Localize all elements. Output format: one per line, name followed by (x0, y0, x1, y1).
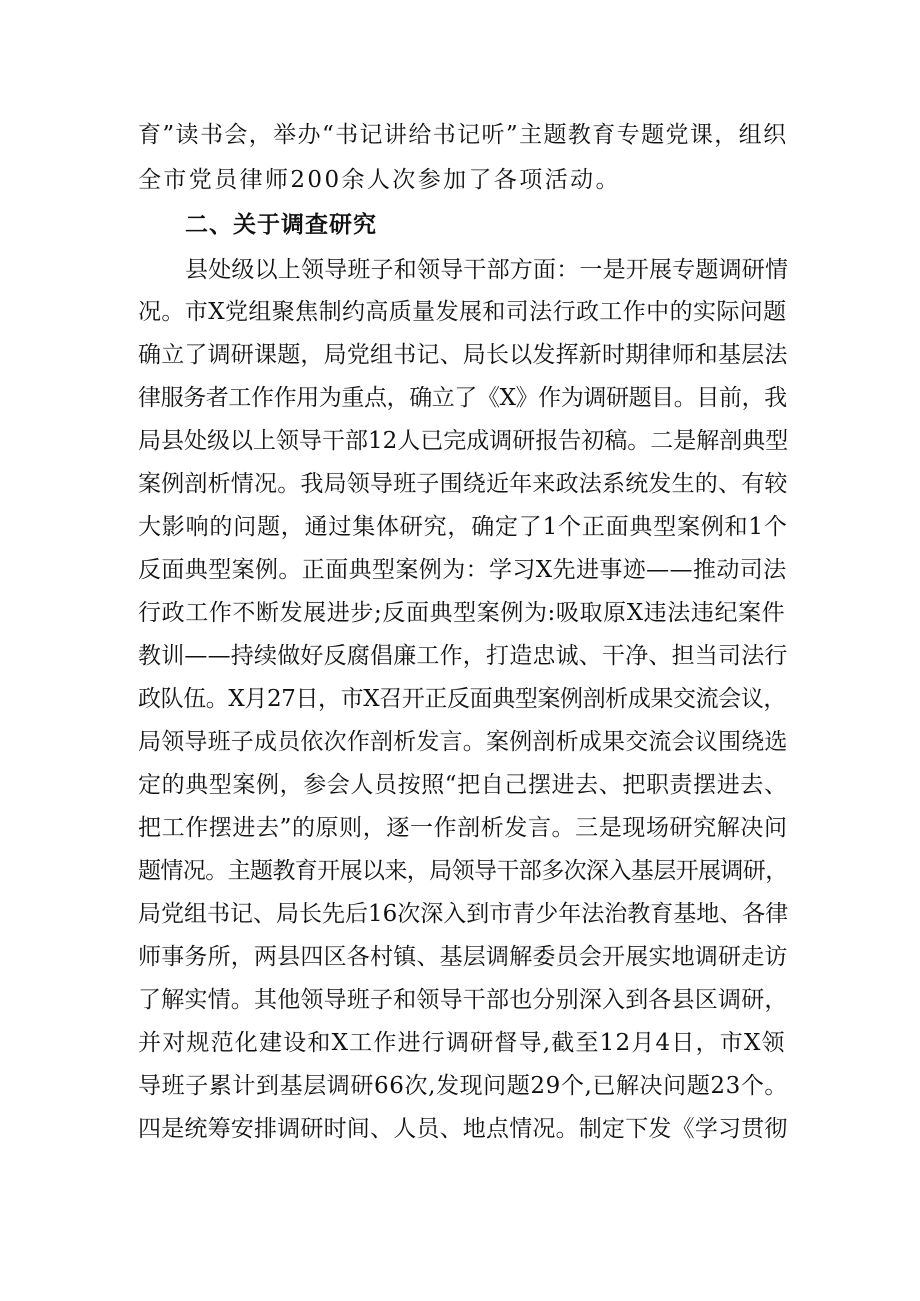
paragraph-line: 局党组书记、局长先后16次深入到市青少年法治教育基地、各律 (138, 901, 789, 927)
paragraph-line: 反面典型案例。正面典型案例为：学习X先进事迹——推动司法 (138, 557, 787, 583)
paragraph-line: 师事务所，两县四区各村镇、基层调解委员会开展实地调研走访 (138, 944, 788, 970)
paragraph-line: 并对规范化建设和X工作进行调研督导,截至12月4日，市X领 (138, 1030, 786, 1056)
paragraph-line: 确立了调研课题，局党组书记、局长以发挥新时期律师和基层法 (138, 342, 788, 368)
paragraph-line: 律服务者工作作用为重点，确立了《X》作为调研题目。目前，我 (138, 385, 787, 411)
paragraph-line: 题情况。主题教育开展以来，局领导干部多次深入基层开展调研， (138, 858, 788, 884)
paragraph-line: 定的典型案例，参会人员按照“把自己摆进去、把职责摆进去、 (138, 772, 788, 798)
paragraph-line: 县处级以上领导班子和领导干部方面：一是开展专题调研情 (185, 257, 789, 283)
paragraph-line: 全市党员律师200余人次参加了各项活动。 (138, 167, 621, 193)
paragraph-line: 行政工作不断发展进步;反面典型案例为:吸取原X违法违纪案件 (138, 600, 786, 626)
paragraph-line: 导班子累计到基层调研66次,发现问题29个,已解决问题23个。 (138, 1073, 789, 1099)
paragraph-line: 了解实情。其他领导班子和领导干部也分别深入到各县区调研， (138, 987, 788, 1013)
paragraph-line: 教训——持续做好反腐倡廉工作，打造忠诚、干净、担当司法行 (138, 643, 788, 669)
paragraph-line: 育”读书会，举办“书记讲给书记听”主题教育专题党课，组织 (138, 122, 788, 148)
paragraph-line: 局领导班子成员依次作剖析发言。案例剖析成果交流会议围绕选 (138, 729, 788, 755)
paragraph-line: 况。市X党组聚焦制约高质量发展和司法行政工作中的实际问题 (138, 299, 787, 325)
paragraph-line: 局县处级以上领导干部12人已完成调研报告初稿。二是解剖典型 (138, 428, 789, 454)
section-heading: 二、关于调查研究 (185, 212, 377, 238)
paragraph-line: 大影响的问题，通过集体研究，确定了1个正面典型案例和1个 (138, 514, 788, 540)
paragraph-line: 案例剖析情况。我局领导班子围绕近年来政法系统发生的、有较 (138, 471, 788, 497)
paragraph-line: 把工作摆进去”的原则，逐一作剖析发言。三是现场研究解决问 (138, 815, 788, 841)
paragraph-line: 政队伍。X月27日，市X召开正反面典型案例剖析成果交流会议， (138, 686, 787, 712)
paragraph-line: 四是统筹安排调研时间、人员、地点情况。制定下发《学习贯彻 (138, 1116, 788, 1142)
